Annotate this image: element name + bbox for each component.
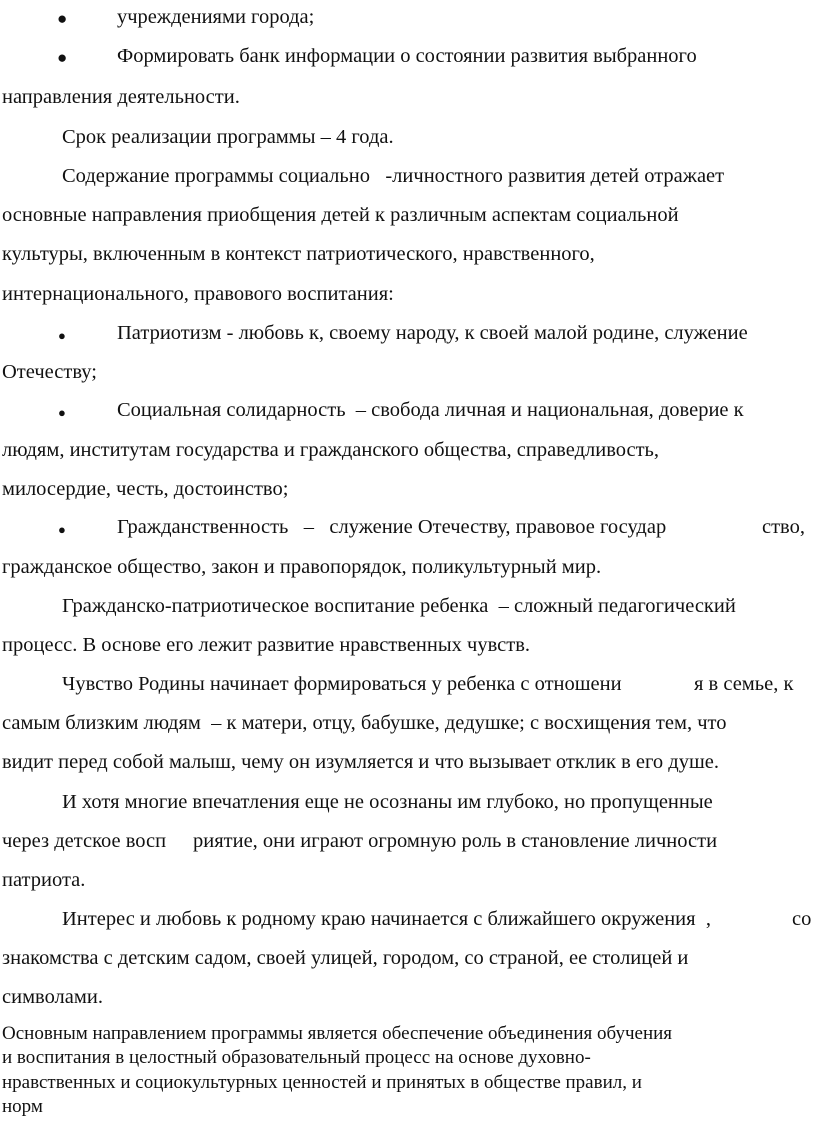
text-line-tail: риятие, они играют огромную роль в становление личности bbox=[193, 830, 718, 852]
text-line-tail: со bbox=[792, 908, 812, 930]
text-line: самым близким людям – к матери, отцу, бабушке, дедушке; с восхищения тем, что bbox=[2, 712, 727, 734]
text-line: Патриотизм - любовь к, своему народу, к своей малой родине, служение bbox=[117, 322, 748, 344]
text-line: видит перед собой малыш, чему он изумляется и что вызывает отклик в его душе. bbox=[2, 751, 719, 773]
text-line: Чувство Родины начинает формироваться у ребенка с отношени bbox=[62, 673, 622, 695]
bullet-icon: ● bbox=[58, 405, 66, 420]
text-line: и воспитания в целостный образовательный процесс на основе духовно- bbox=[2, 1047, 591, 1068]
bullet-icon: ● bbox=[57, 48, 68, 67]
text-line: Срок реализации программы – 4 года. bbox=[62, 126, 394, 148]
text-line: основные направления приобщения детей к различным аспектам социальной bbox=[2, 204, 679, 226]
text-line: учреждениями города; bbox=[117, 6, 315, 28]
text-line: направления деятельности. bbox=[2, 86, 240, 108]
text-line: интернационального, правового воспитания: bbox=[2, 283, 394, 305]
text-line: Интерес и любовь к родному краю начинается с ближайшего окружения , bbox=[62, 908, 711, 930]
text-line: людям, институтам государства и гражданского общества, справедливость, bbox=[2, 439, 660, 461]
bullet-icon: ● bbox=[57, 9, 68, 28]
text-line: И хотя многие впечатления еще не осознаны им глубоко, но пропущенные bbox=[62, 791, 713, 813]
text-line: патриота. bbox=[2, 869, 86, 891]
text-line: Гражданско-патриотическое воспитание ребенка – сложный педагогический bbox=[62, 595, 736, 617]
bullet-icon: ● bbox=[58, 328, 66, 343]
text-line-tail: ство, bbox=[762, 516, 805, 538]
text-line: культуры, включенным в контекст патриотического, нравственного, bbox=[2, 243, 595, 265]
text-line: Формировать банк информации о состоянии развития выбранного bbox=[117, 45, 697, 67]
text-line: гражданское общество, закон и правопорядок, поликультурный мир. bbox=[2, 556, 602, 578]
text-line-tail: я в семье, к bbox=[694, 673, 794, 695]
text-line: знакомства с детским садом, своей улицей, городом, со страной, ее столицей и bbox=[2, 947, 689, 969]
text-line: Гражданственность – служение Отечеству, правовое государ bbox=[117, 516, 667, 538]
text-line: Содержание программы социально -личностного развития детей отражает bbox=[62, 165, 725, 187]
bullet-icon: ● bbox=[58, 522, 66, 537]
text-line: через детское восп bbox=[2, 830, 167, 852]
text-line: Отечеству; bbox=[2, 361, 97, 383]
text-line: милосердие, честь, достоинство; bbox=[2, 478, 289, 500]
text-line: норм bbox=[2, 1096, 43, 1117]
text-line: процесс. В основе его лежит развитие нравственных чувств. bbox=[2, 634, 530, 656]
text-line: символами. bbox=[2, 986, 103, 1008]
text-line: Основным направлением программы является обеспечение объединения обучения bbox=[2, 1023, 673, 1044]
text-line: Социальная солидарность – свобода личная и национальная, доверие к bbox=[117, 399, 744, 421]
text-line: нравственных и социокультурных ценностей и принятых в обществе правил, и bbox=[2, 1072, 642, 1093]
